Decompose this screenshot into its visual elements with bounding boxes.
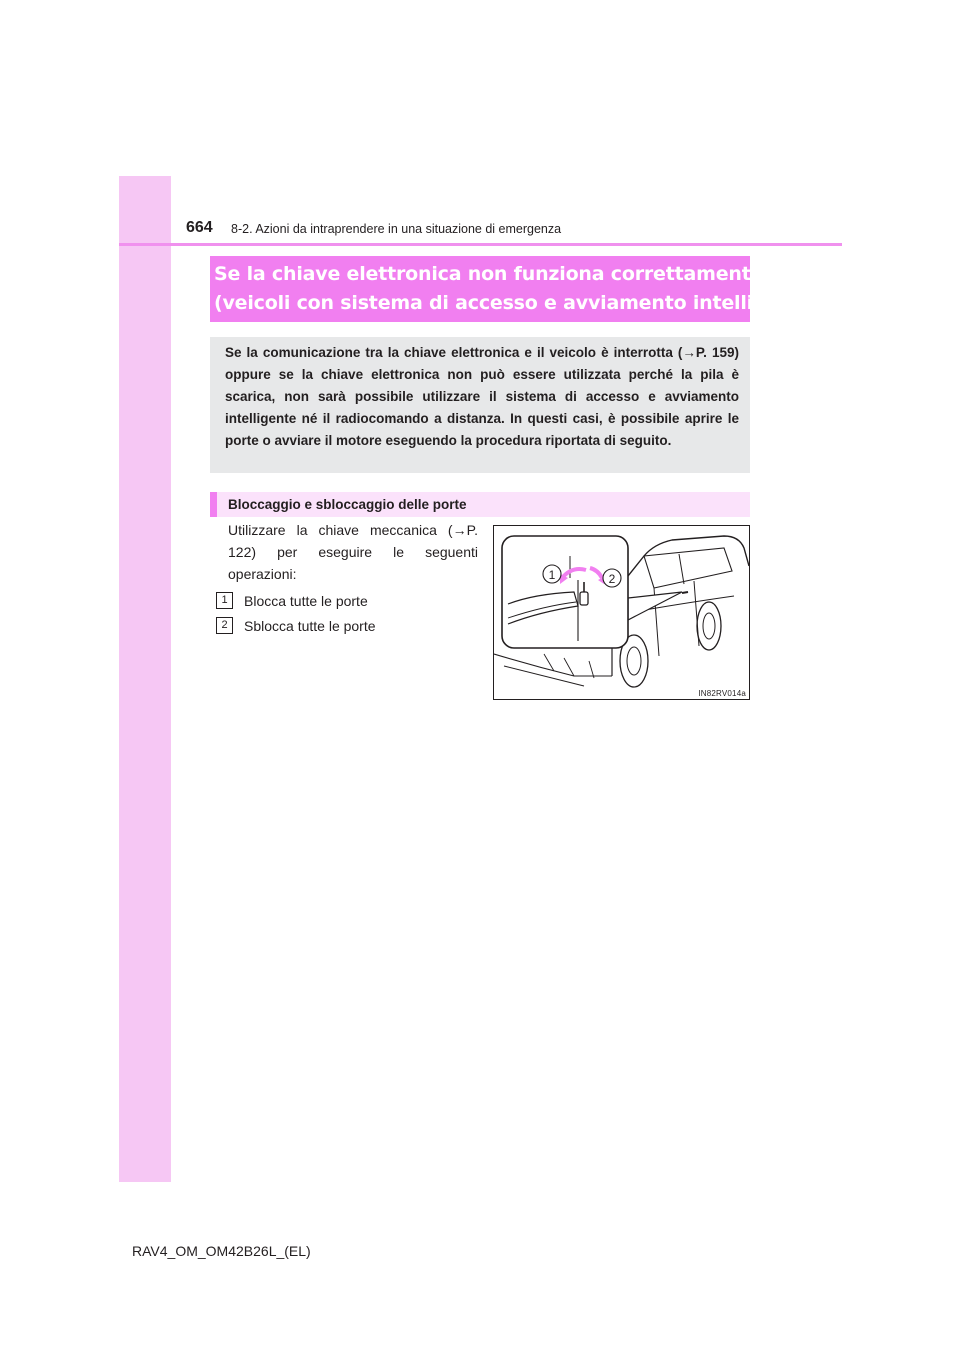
footer-doc-code: RAV4_OM_OM42B26L_(EL) [132, 1243, 311, 1259]
chapter-side-band [119, 176, 171, 1182]
step-number-badge: 1 [216, 592, 233, 609]
intro-box [210, 337, 750, 473]
intro-text: Se la comunicazione tra la chiave elettronica e il veicolo è interrotta (→P. 159) oppure se la chiave elettronica non può essere utilizzata perché la pila è scarica, non sarà possibile utilizzare il sistema di accesso e avviamento intelligente né il radiocomando a distanza. In questi casi, è possibile aprire le porte o avviare il motore eseguendo la procedura riportata di seguito. [225, 345, 739, 448]
step-label: Sblocca tutte le porte [244, 617, 376, 634]
page-title-box [210, 256, 823, 322]
page-number: 664 [186, 219, 213, 236]
step-list [216, 588, 376, 638]
subsection-heading: Bloccaggio e sbloccaggio delle porte [210, 492, 750, 517]
page-title-line-2: (veicoli con sistema di accesso e avviamento intelligente) [214, 292, 823, 314]
subsection-body: Utilizzare la chiave meccanica (→P. 122) per eseguire le seguenti operazioni: [228, 522, 478, 582]
callout-1: 1 [548, 568, 556, 582]
page-title-line-1: Se la chiave elettronica non funziona correttamente [214, 263, 764, 285]
header-rule [119, 243, 842, 246]
step-label: Blocca tutte le porte [244, 592, 368, 609]
car-door-drawing [494, 526, 749, 699]
callout-2: 2 [608, 572, 616, 586]
step-item [216, 588, 376, 613]
step-item [216, 613, 376, 638]
section-title: 8-2. Azioni da intraprendere in una situazione di emergenza [231, 222, 562, 236]
door-lock-illustration [493, 525, 750, 700]
step-number-badge: 2 [216, 617, 233, 634]
figure-code: IN82RV014a [698, 689, 746, 698]
